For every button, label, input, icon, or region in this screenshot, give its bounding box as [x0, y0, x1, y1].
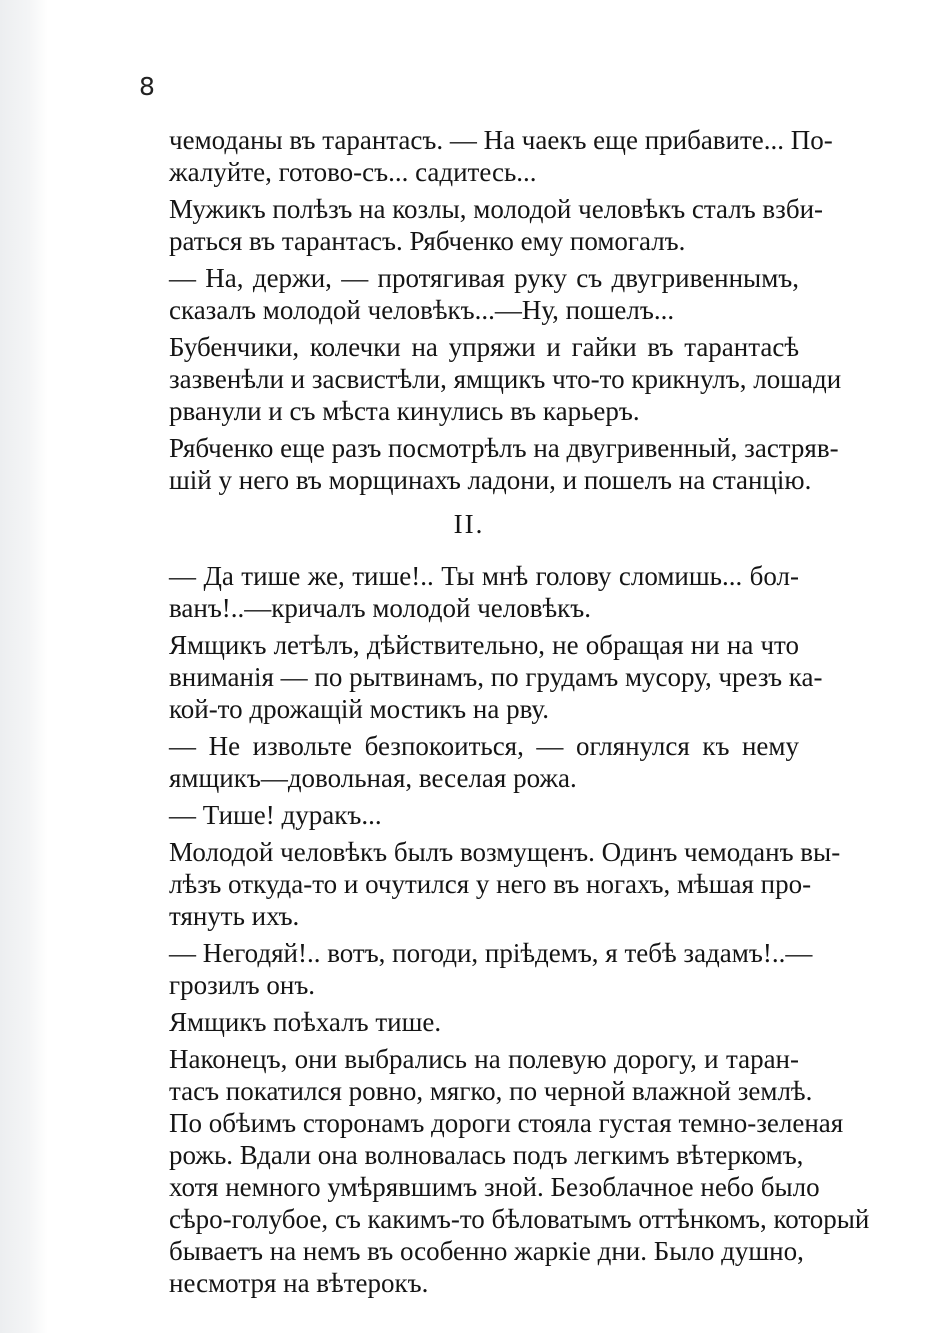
text-line: тянуть ихъ.	[169, 901, 300, 931]
text-line: бываетъ на немъ въ особенно жаркіе дни. Было душно,	[169, 1236, 804, 1266]
text-line: лѣзъ откуда-то и очутился у него въ ногахъ, мѣшая про-	[169, 869, 812, 899]
paragraph	[139, 331, 842, 427]
text-line: ванъ!..—кричалъ молодой человѣкъ.	[169, 593, 591, 623]
page-number: 8	[139, 72, 155, 101]
text-line: Молодой человѣкъ былъ возмущенъ. Одинъ чемоданъ вы-	[169, 837, 841, 867]
text-line: По обѣимъ сторонамъ дороги стояла густая темно-зеленая	[169, 1108, 844, 1138]
paragraph	[139, 937, 813, 1001]
text-line: жалуйте, готово-съ... садитесь...	[169, 157, 537, 187]
text-line: Мужикъ полѣзъ на козлы, молодой человѣкъ сталъ взби-	[169, 194, 824, 224]
paragraphs-before	[139, 124, 842, 496]
paragraph	[139, 730, 799, 794]
paragraph	[139, 193, 824, 257]
text-line: вниманія — по рытвинамъ, по грудамъ мусору, чрезъ ка-	[169, 662, 823, 692]
text-line: грозилъ онъ.	[169, 970, 316, 1000]
text-line: рванули и съ мѣста кинулись въ карьеръ.	[169, 396, 640, 426]
paragraph	[139, 262, 799, 326]
text-line: Ямщикъ поѣхалъ тише.	[169, 1007, 442, 1037]
text-line: — Не извольте безпокоиться, — оглянулся къ нему	[169, 731, 799, 761]
paragraph	[139, 799, 799, 831]
paragraph	[139, 1043, 870, 1299]
text-line: чемоданы въ тарантасъ. — На чаекъ еще прибавите... По-	[169, 125, 833, 155]
text-line: раться въ тарантасъ. Рябченко ему помогалъ.	[169, 226, 686, 256]
section-heading: II.	[453, 509, 485, 539]
text-line: хотя немного умѣрявшимъ зной. Безоблачное небо было	[169, 1172, 820, 1202]
paragraph	[139, 1006, 799, 1038]
text-line: рожь. Вдали она волновалась подъ легкимъ вѣтеркомъ,	[169, 1140, 804, 1170]
text-line: Ямщикъ летѣлъ, дѣйствительно, не обращая ни на что	[169, 630, 799, 660]
text-line: — Да тише же, тише!.. Ты мнѣ голову сломишь... бол-	[169, 561, 799, 591]
text-line: зазвенѣли и засвистѣли, ямщикъ что-то крикнулъ, лошади	[169, 364, 842, 394]
page-edge-shadow	[0, 0, 48, 1333]
paragraphs-after	[139, 560, 870, 1299]
paragraph	[139, 432, 839, 496]
paragraph	[139, 836, 841, 932]
text-line: сѣро-голубое, съ какимъ-то бѣловатымъ оттѣнкомъ, который	[169, 1204, 870, 1234]
text-line: — Тише! дуракъ...	[169, 800, 382, 830]
paragraph	[139, 560, 799, 624]
text-line: несмотря на вѣтерокъ.	[169, 1268, 429, 1298]
paragraph	[139, 124, 833, 188]
text-line: кой-то дрожащій мостикъ на рву.	[169, 694, 549, 724]
text-line: — Негодяй!.. вотъ, погоди, пріѣдемъ, я тебѣ задамъ!..—	[169, 938, 813, 968]
paragraph	[139, 629, 823, 725]
text-line: тасъ покатился ровно, мягко, по черной влажной землѣ.	[169, 1076, 813, 1106]
text-line: Бубенчики, колечки на упряжи и гайки въ тарантасѣ	[169, 332, 799, 362]
text-line: шій у него въ морщинахъ ладони, и пошелъ на станцію.	[169, 465, 812, 495]
body-text	[139, 124, 870, 1304]
text-line: Наконецъ, они выбрались на полевую дорогу, и таран-	[169, 1044, 799, 1074]
text-line: сказалъ молодой человѣкъ...—Ну, пошелъ...	[169, 295, 675, 325]
text-line: — На, держи, — протягивая руку съ двугривеннымъ,	[169, 263, 799, 293]
text-line: ямщикъ—довольная, веселая рожа.	[169, 763, 577, 793]
text-line: Рябченко еще разъ посмотрѣлъ на двугривенный, застряв-	[169, 433, 839, 463]
